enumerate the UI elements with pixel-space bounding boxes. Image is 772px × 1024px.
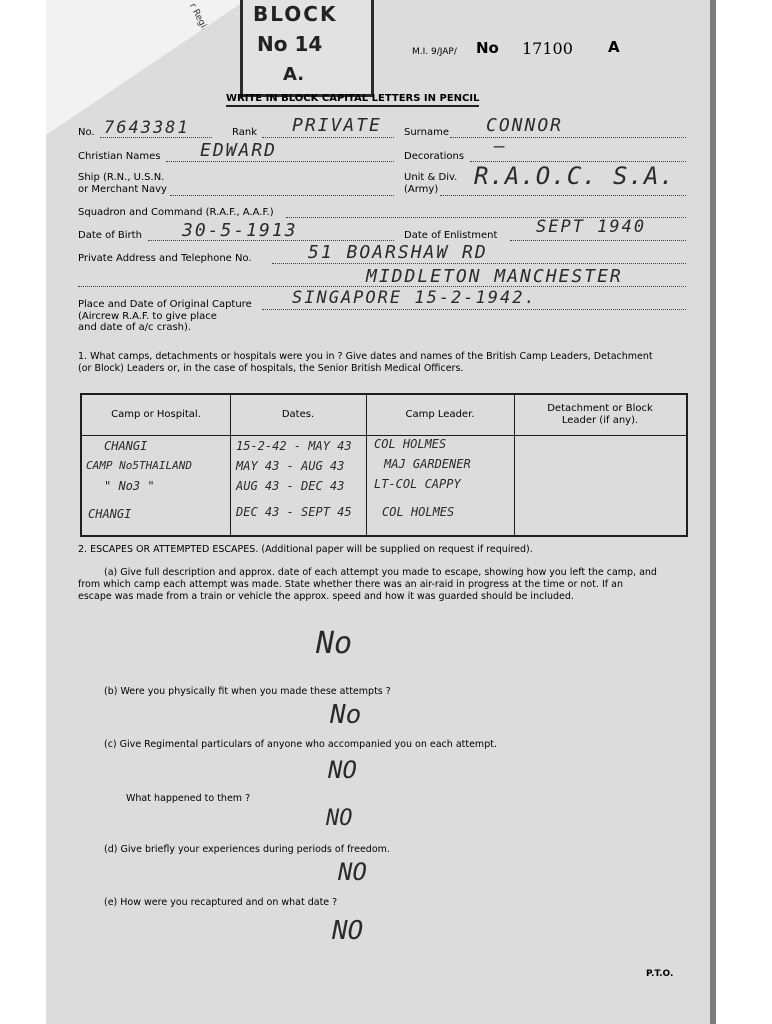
stamp-line-1: BLOCK: [253, 2, 338, 26]
question-2b: (b) Were you physically fit when you made these attempts ?: [104, 686, 391, 697]
table-cell: COL HOLMES: [374, 437, 447, 451]
christian-label: Christian Names: [78, 151, 161, 162]
surname-label: Surname: [404, 127, 449, 138]
unit-line: [440, 195, 686, 196]
dob-line: [148, 240, 394, 241]
ship-label-2: or Merchant Navy: [78, 184, 167, 195]
christian-line: [166, 161, 394, 162]
form-ref: M.I. 9/JAP/: [412, 47, 457, 57]
rank-value: PRIVATE: [292, 115, 382, 136]
no-value: 7643381: [104, 118, 190, 138]
form-no-label: No: [476, 39, 499, 57]
block-stamp: [240, 0, 374, 97]
enlist-line: [510, 240, 686, 241]
question-1-line-1: 1. What camps, detachments or hospitals were you in ? Give dates and names of the British Camp Leaders, Detachment: [78, 351, 653, 362]
pto-label: P.T.O.: [646, 969, 674, 979]
dob-value: 30-5-1913: [182, 220, 298, 241]
capture-line: [262, 309, 686, 310]
question-2-title: 2. ESCAPES OR ATTEMPTED ESCAPES. (Additional paper will be supplied on request if required).: [78, 544, 533, 555]
squadron-label: Squadron and Command (R.A.F., A.A.F.): [78, 207, 274, 218]
stamp-line-2: No 14: [257, 32, 323, 56]
table-cell: COL HOLMES: [382, 505, 455, 519]
question-2e: (e) How were you recaptured and on what date ?: [104, 897, 338, 908]
instruction-heading: WRITE IN BLOCK CAPITAL LETTERS IN PENCIL: [226, 93, 479, 107]
decorations-label: Decorations: [404, 151, 465, 162]
christian-value: EDWARD: [200, 140, 278, 161]
address-line-1: 51 BOARSHAW RD: [308, 242, 488, 263]
question-2a-line-1: (a) Give full description and approx. date of each attempt you made to escape, showing how you left the camp, and: [104, 567, 657, 578]
form-serial: 17100: [522, 39, 573, 58]
address-line-1-rule: [272, 263, 686, 264]
question-2c: (c) Give Regimental particulars of anyone who accompanied you on each attempt.: [104, 739, 497, 750]
question-2a-line-3: escape was made from a train or vehicle the approx. speed and how it was guarded should be included.: [78, 591, 574, 602]
table-cell: CHANGI: [88, 507, 132, 521]
answer-2c-followup: NO: [326, 806, 353, 831]
no-line: [100, 137, 212, 138]
capture-label-1: Place and Date of Original Capture: [78, 299, 252, 310]
capture-value: SINGAPORE 15-2-1942.: [292, 288, 537, 308]
capture-label-3: and date of a/c crash).: [78, 322, 192, 333]
rank-line: [262, 137, 394, 138]
header-camp: Camp or Hospital.: [111, 409, 201, 420]
answer-2b: No: [330, 700, 362, 730]
table-cell: DEC 43 - SEPT 45: [236, 505, 352, 519]
table-cell: " No3 ": [104, 479, 155, 493]
camp-table: [80, 393, 688, 537]
table-cell: MAJ GARDENER: [384, 457, 471, 471]
capture-label-2: (Aircrew R.A.F. to give place: [78, 311, 217, 322]
question-1-line-2: (or Block) Leaders or, in the case of hospitals, the Senior British Medical Officers.: [78, 363, 464, 374]
unit-label-2: (Army): [404, 184, 439, 195]
ship-label-1: Ship (R.N., U.S.N.: [78, 172, 165, 183]
form-suffix: A: [608, 38, 620, 56]
table-cell: MAY 43 - AUG 43: [236, 459, 345, 473]
table-cell: AUG 43 - DEC 43: [236, 479, 345, 493]
surname-line: [450, 137, 686, 138]
ship-line: [170, 195, 394, 196]
answer-2a: No: [316, 626, 353, 661]
question-2d: (d) Give briefly your experiences during periods of freedom.: [104, 844, 390, 855]
answer-2e: NO: [332, 916, 364, 946]
address-line-2: MIDDLETON MANCHESTER: [366, 266, 623, 287]
header-dates: Dates.: [281, 409, 315, 420]
stamp-line-3: A.: [283, 64, 305, 85]
decorations-value: —: [494, 136, 507, 157]
question-2c-followup: What happened to them ?: [126, 793, 251, 804]
enlist-label: Date of Enlistment: [404, 230, 498, 241]
table-cell: CAMP No5THAILAND: [86, 459, 192, 472]
dob-label: Date of Birth: [78, 230, 142, 241]
rank-label: Rank: [232, 127, 257, 138]
question-2a-line-2: from which camp each attempt was made. State whether there was an air-raid in progress at the time or not. If an: [78, 579, 624, 590]
unit-label-1: Unit & Div.: [404, 172, 458, 183]
no-label: No.: [78, 127, 95, 138]
table-cell: CHANGI: [104, 439, 148, 453]
answer-2c: NO: [328, 756, 357, 784]
header-detachment-leader: Detachment or Block Leader (if any).: [547, 403, 653, 426]
surname-value: CONNOR: [486, 115, 564, 136]
header-camp-leader: Camp Leader.: [405, 409, 475, 420]
table-cell: 15-2-42 - MAY 43: [236, 439, 352, 453]
unit-value: R.A.O.C. S.A.: [474, 162, 675, 190]
address-line-2-rule: [78, 286, 686, 287]
answer-2d: NO: [338, 858, 367, 886]
enlist-value: SEPT 1940: [536, 217, 647, 237]
table-cell: LT-COL CAPPY: [374, 477, 461, 491]
page-margin: [716, 0, 772, 1024]
address-label: Private Address and Telephone No.: [78, 253, 252, 264]
